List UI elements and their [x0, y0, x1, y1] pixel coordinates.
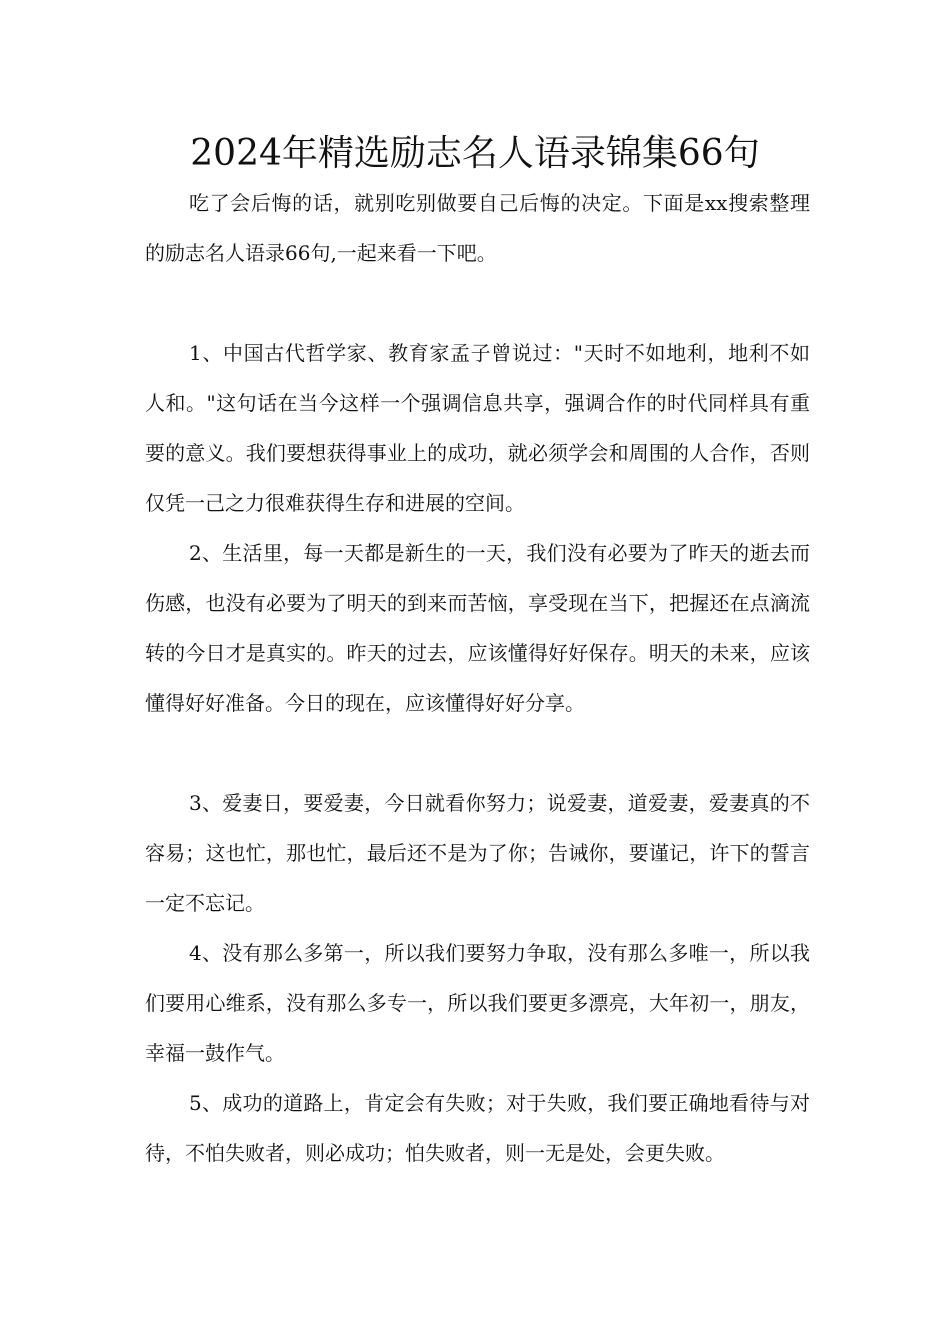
document-title: 2024年精选励志名人语录锦集66句 [190, 133, 760, 174]
intro-paragraph: 吃了会后悔的话，就别吃别做要自己后悔的决定。下面是xx搜索整理的励志名人语录66句,一起来看一下吧。 [145, 191, 810, 265]
quote-paragraph-2: 2、生活里，每一天都是新生的一天，我们没有必要为了昨天的逝去而伤感，也没有必要为了明天的到来而苦恼，享受现在当下，把握还在点滴流转的今日才是真实的。昨天的过去，应该懂得好好保存。明天的未来，应该懂得好好准备。今日的现在，应该懂得好好分享。 [145, 541, 810, 715]
quote-paragraph-5: 5、成功的道路上，肯定会有失败；对于失败，我们要正确地看待与对待，不怕失败者，则必成功；怕失败者，则一无是处，会更失败。 [145, 1091, 810, 1165]
quote-paragraph-3: 3、爱妻日，要爱妻，今日就看你努力；说爱妻，道爱妻，爱妻真的不容易；这也忙，那也忙，最后还不是为了你；告诫你，要谨记，许下的誓言一定不忘记。 [145, 791, 810, 915]
quote-paragraph-4: 4、没有那么多第一，所以我们要努力争取，没有那么多唯一，所以我们要用心维系，没有那么多专一，所以我们要更多漂亮，大年初一，朋友，幸福一鼓作气。 [145, 941, 810, 1065]
quote-paragraph-1: 1、中国古代哲学家、教育家孟子曾说过："天时不如地利，地利不如人和。"这句话在当今这样一个强调信息共享，强调合作的时代同样具有重要的意义。我们要想获得事业上的成功，就必须学会和周围的人合作，否则仅凭一己之力很难获得生存和进展的空间。 [145, 341, 810, 515]
